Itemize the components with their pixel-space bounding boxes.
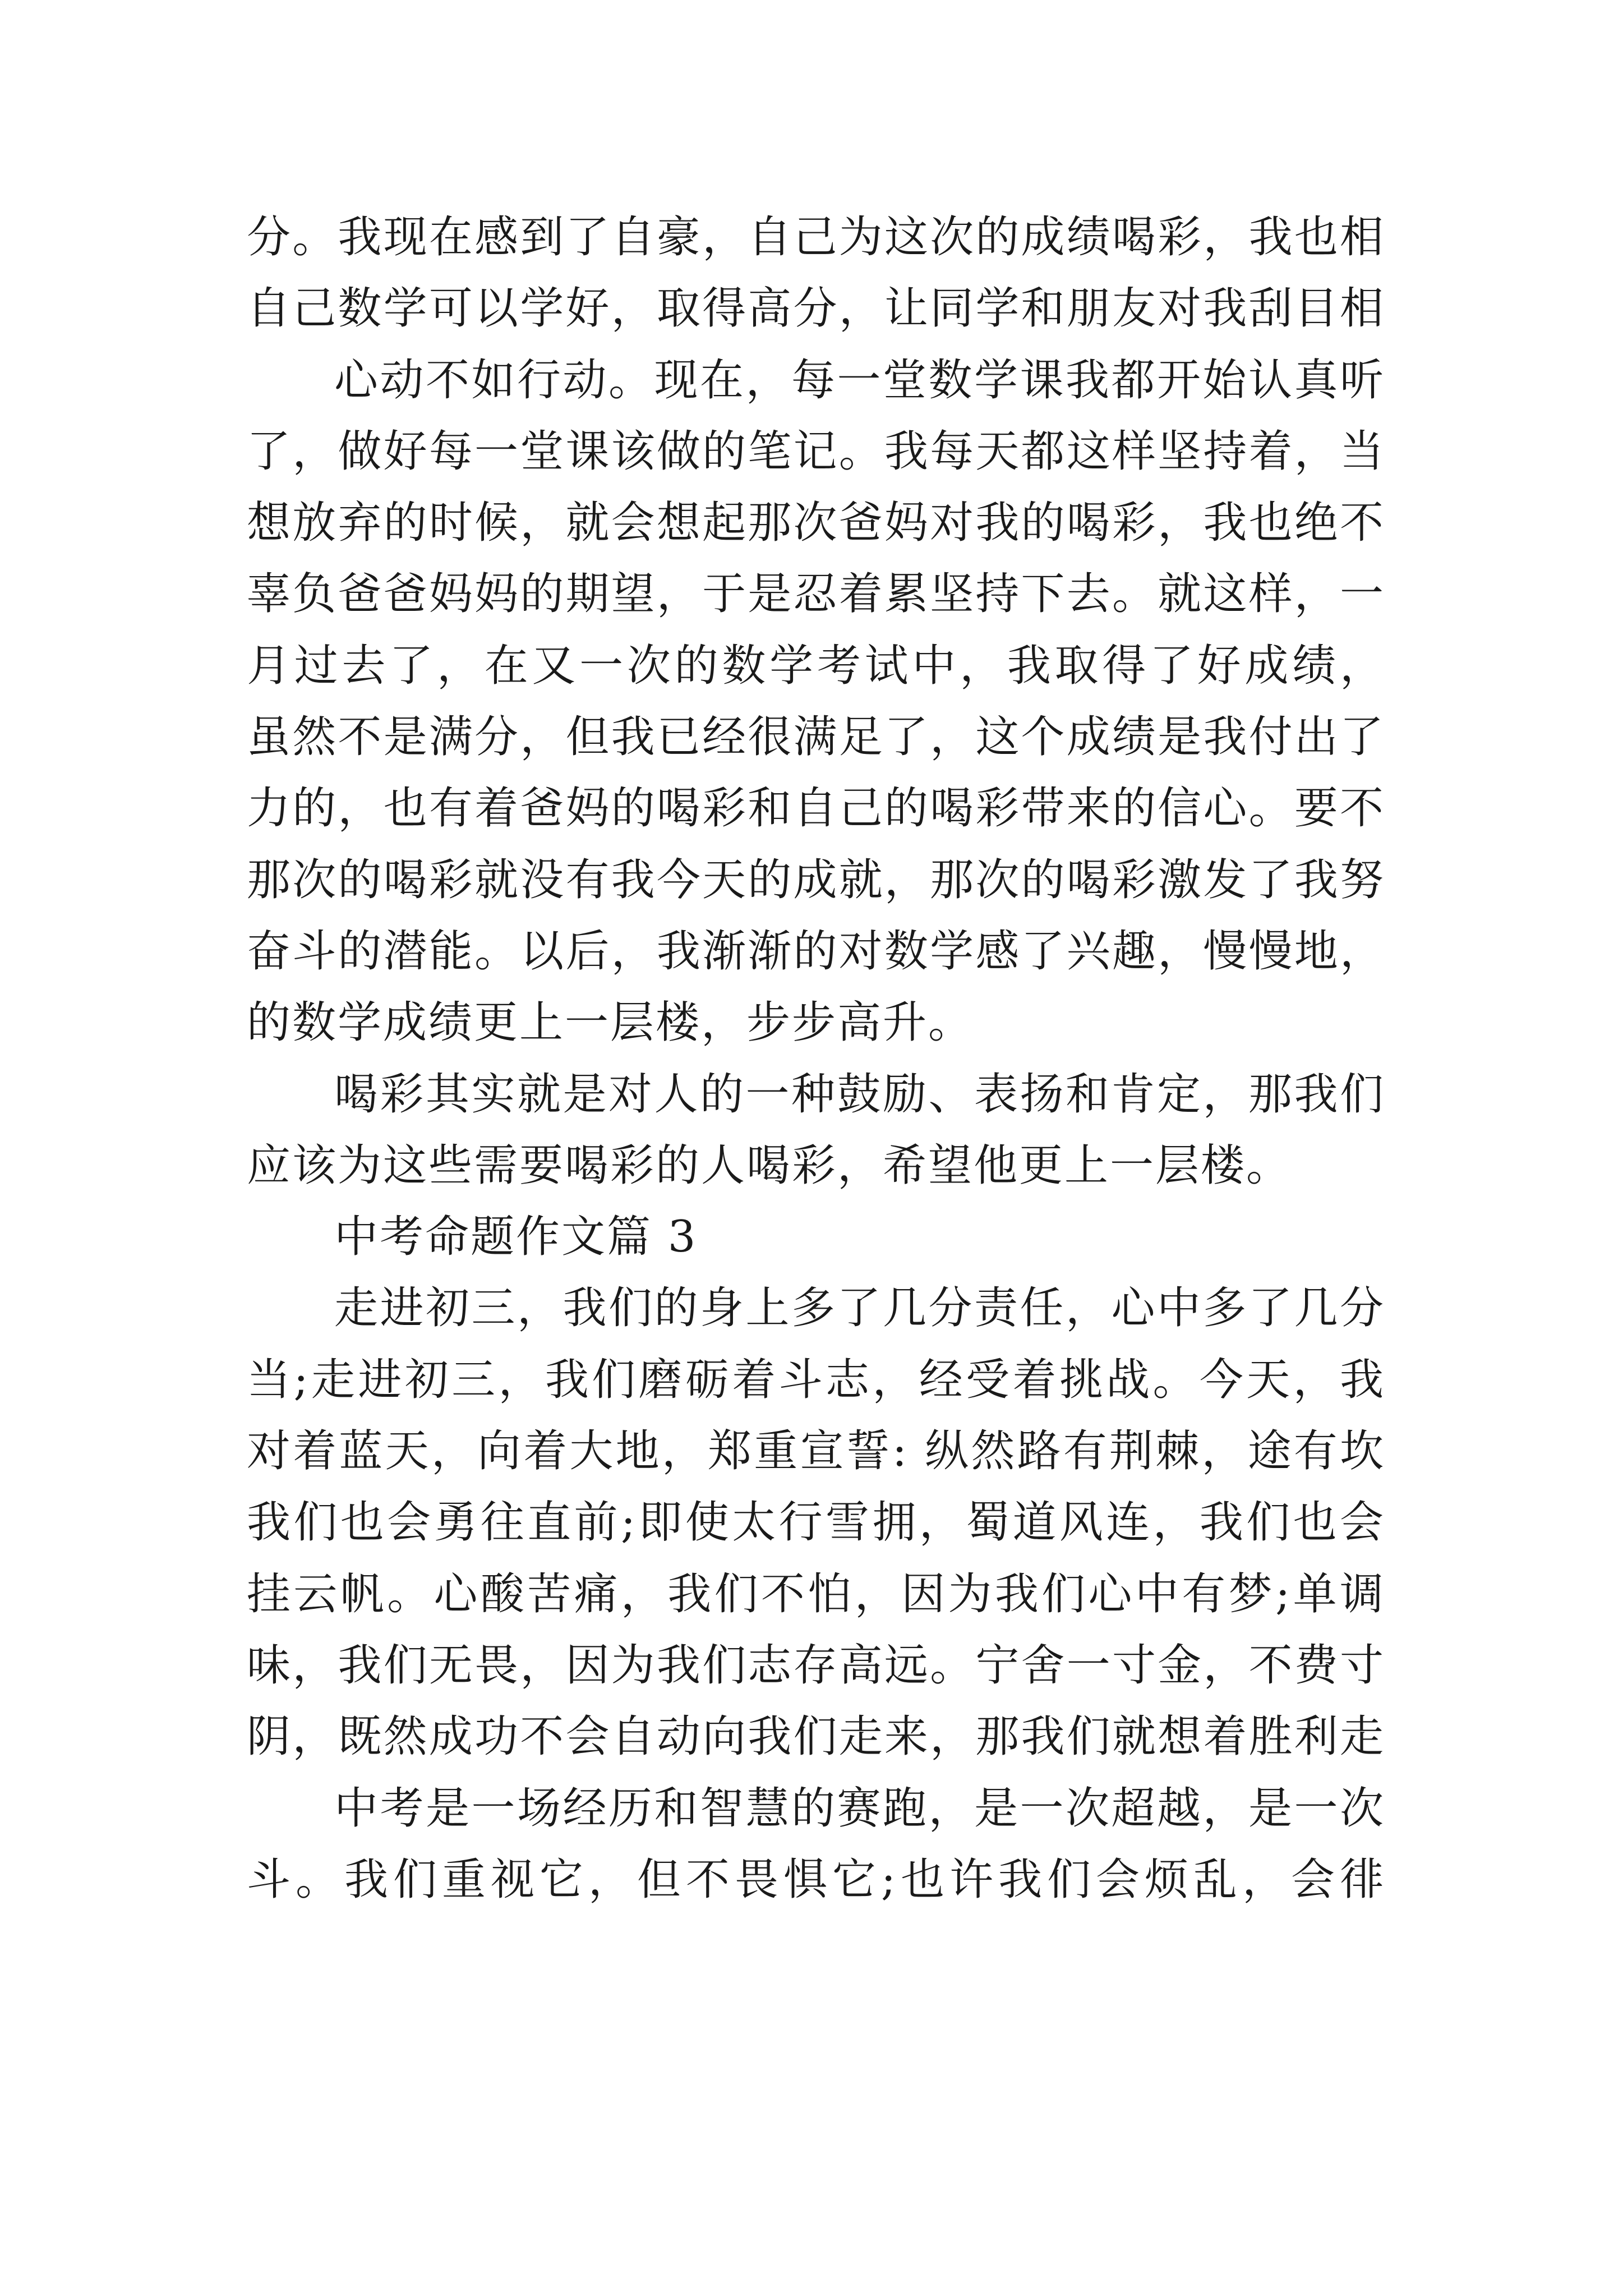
text-line: 斗。我们重视它，但不畏惧它;也许我们会烦乱，会徘 (247, 1854, 1385, 1905)
text-line: 应该为这些需要喝彩的人喝彩，希望他更上一层楼。 (247, 1140, 1292, 1191)
text-line: 挂云帆。心酸苦痛，我们不怕，因为我们心中有梦;单调 (247, 1568, 1385, 1619)
text-line: 心动不如行动。现在，每一堂数学课我都开始认真听 (334, 355, 1385, 406)
text-line: 那次的喝彩就没有我今天的成就，那次的喝彩激发了我努 (247, 854, 1385, 905)
text-line: 想放弃的时候，就会想起那次爸妈对我的喝彩，我也绝不 (247, 498, 1385, 549)
text-line: 虽然不是满分，但我已经很满足了，这个成绩是我付出了 (247, 712, 1385, 763)
document-body (247, 202, 1385, 1916)
text-line: 味，我们无畏，因为我们志存高远。宁舍一寸金，不费寸 (247, 1640, 1385, 1691)
text-line: 了，做好每一堂课该做的笔记。我每天都这样坚持着，当 (247, 426, 1385, 477)
text-line: 的数学成绩更上一层楼，步步高升。 (247, 997, 974, 1048)
text-line: 自己数学可以学好，取得高分，让同学和朋友对我刮目相 (247, 283, 1385, 334)
text-line: 辜负爸爸妈妈的期望，于是忍着累坚持下去。就这样，一 (247, 569, 1385, 620)
text-line: 力的，也有着爸妈的喝彩和自己的喝彩带来的信心。要不 (247, 783, 1385, 834)
text-line: 中考是一场经历和智慧的赛跑，是一次超越，是一次 (334, 1783, 1385, 1834)
text-line: 月过去了，在又一次的数学考试中，我取得了好成绩， (247, 640, 1385, 691)
text-line: 对着蓝天，向着大地，郑重宣誓: 纵然路有荆棘，途有坎 (247, 1426, 1385, 1477)
text-line: 分。我现在感到了自豪，自己为这次的成绩喝彩，我也相 (247, 212, 1385, 263)
text-line: 奋斗的潜能。以后，我渐渐的对数学感了兴趣，慢慢地， (247, 926, 1385, 977)
text-line: 我们也会勇往直前;即使太行雪拥，蜀道风连，我们也会 (247, 1497, 1385, 1548)
text-line: 当;走进初三，我们磨砺着斗志，经受着挑战。今天，我 (247, 1354, 1385, 1405)
text-line: 阴，既然成功不会自动向我们走来，那我们就想着胜利走 (247, 1711, 1385, 1763)
text-line: 走进初三，我们的身上多了几分责任，心中多了几分 (334, 1283, 1385, 1334)
section-heading: 中考命题作文篇 3 (334, 1212, 698, 1263)
text-line: 喝彩其实就是对人的一种鼓励、表扬和肯定，那我们 (334, 1069, 1385, 1120)
